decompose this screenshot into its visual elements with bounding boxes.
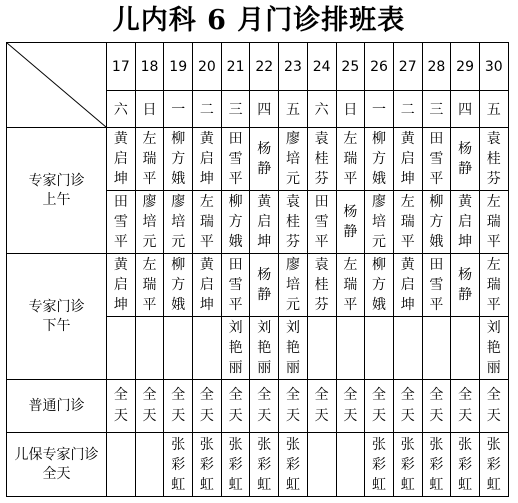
day-number-cell: 28 xyxy=(422,43,451,91)
day-number-cell: 22 xyxy=(250,43,279,91)
doctor-cell-text: 柳方娥 xyxy=(171,257,186,313)
general-shift-cell-text: 全天 xyxy=(314,387,329,424)
day-number-cell: 18 xyxy=(135,43,164,91)
weekday-cell: 四 xyxy=(451,91,480,128)
doctor-cell xyxy=(307,254,336,317)
header-corner-cell xyxy=(7,43,107,128)
doctor-cell-text: 黄启坤 xyxy=(199,257,214,313)
doctor-cell xyxy=(479,254,508,317)
doctor-cell xyxy=(221,191,250,254)
doctor-cell xyxy=(250,128,279,191)
doctor-cell xyxy=(365,433,394,497)
doctor-cell xyxy=(365,254,394,317)
doctor-cell-text: 田雪平 xyxy=(228,257,243,313)
doctor-cell xyxy=(193,317,222,380)
doctor-cell xyxy=(422,191,451,254)
doctor-cell xyxy=(135,128,164,191)
doctor-cell-text: 黄启坤 xyxy=(257,194,272,250)
general-shift-cell xyxy=(393,380,422,433)
doctor-cell xyxy=(164,317,193,380)
general-shift-cell-text: 全天 xyxy=(486,387,501,424)
doctor-cell-text: 张彩虹 xyxy=(285,436,300,493)
doctor-cell-text: 袁桂芬 xyxy=(285,194,300,250)
general-shift-cell-text: 全天 xyxy=(228,387,243,424)
doctor-cell-text: 廖培元 xyxy=(285,257,300,313)
doctor-cell xyxy=(193,254,222,317)
doctor-cell xyxy=(221,254,250,317)
doctor-cell xyxy=(479,317,508,380)
general-shift-cell xyxy=(164,380,193,433)
general-shift-cell-text: 全天 xyxy=(257,387,272,424)
weekday-cell: 三 xyxy=(422,91,451,128)
general-shift-cell xyxy=(479,380,508,433)
weekday-cell: 一 xyxy=(365,91,394,128)
doctor-cell-text: 袁桂芬 xyxy=(314,131,329,187)
doctor-cell-text: 张彩虹 xyxy=(171,436,186,493)
doctor-cell-text: 田雪平 xyxy=(314,194,329,250)
general-shift-cell-text: 全天 xyxy=(372,387,387,424)
doctor-cell-text: 杨静 xyxy=(257,267,272,303)
doctor-cell xyxy=(451,191,480,254)
general-shift-cell-text: 全天 xyxy=(142,387,157,424)
doctor-cell-text: 杨静 xyxy=(458,141,473,177)
day-number-cell: 26 xyxy=(365,43,394,91)
general-shift-cell-text: 全天 xyxy=(343,387,358,424)
doctor-cell xyxy=(393,254,422,317)
doctor-cell xyxy=(107,128,136,191)
doctor-cell xyxy=(279,254,308,317)
doctor-cell-text: 田雪平 xyxy=(429,131,444,187)
doctor-cell xyxy=(250,433,279,497)
doctor-cell-text: 左瑞平 xyxy=(343,131,358,187)
general-shift-cell xyxy=(193,380,222,433)
day-number-cell: 19 xyxy=(164,43,193,91)
general-shift-cell xyxy=(422,380,451,433)
doctor-cell-text: 张彩虹 xyxy=(429,436,444,493)
doctor-cell xyxy=(393,433,422,497)
doctor-cell-text: 杨静 xyxy=(343,204,358,240)
weekday-cell: 五 xyxy=(279,91,308,128)
general-shift-cell-text: 全天 xyxy=(400,387,415,424)
doctor-cell xyxy=(307,317,336,380)
doctor-cell-text: 张彩虹 xyxy=(458,436,473,493)
section-label-line: 儿保专家门诊 xyxy=(14,446,99,463)
general-row xyxy=(7,380,509,433)
day-number-cell: 21 xyxy=(221,43,250,91)
general-shift-cell xyxy=(135,380,164,433)
doctor-cell-text: 刘艳丽 xyxy=(285,320,300,376)
doctor-cell xyxy=(365,317,394,380)
doctor-cell xyxy=(393,317,422,380)
doctor-cell-text: 张彩虹 xyxy=(372,436,387,493)
weekday-cell: 六 xyxy=(307,91,336,128)
doctor-cell xyxy=(221,128,250,191)
doctor-cell-text: 张彩虹 xyxy=(228,436,243,493)
doctor-cell xyxy=(336,317,365,380)
doctor-cell-text: 刘艳丽 xyxy=(486,320,501,376)
doctor-cell xyxy=(365,128,394,191)
doctor-cell-text: 刘艳丽 xyxy=(257,320,272,376)
doctor-cell xyxy=(422,128,451,191)
doctor-cell xyxy=(479,128,508,191)
doctor-cell xyxy=(250,254,279,317)
doctor-cell xyxy=(193,433,222,497)
general-shift-cell-text: 全天 xyxy=(199,387,214,424)
doctor-cell xyxy=(479,191,508,254)
section-label-line: 专家门诊 xyxy=(28,298,85,315)
weekday-cell: 日 xyxy=(135,91,164,128)
doctor-cell-text: 左瑞平 xyxy=(142,257,157,313)
general-shift-cell xyxy=(250,380,279,433)
day-number-cell: 27 xyxy=(393,43,422,91)
doctor-cell xyxy=(279,128,308,191)
general-shift-cell-text: 全天 xyxy=(113,387,128,424)
day-number-cell: 29 xyxy=(451,43,480,91)
doctor-cell-text: 柳方娥 xyxy=(171,131,186,187)
doctor-cell xyxy=(107,433,136,497)
weekday-cell: 四 xyxy=(250,91,279,128)
general-shift-cell xyxy=(221,380,250,433)
doctor-cell-text: 左瑞平 xyxy=(142,131,157,187)
doctor-cell xyxy=(164,128,193,191)
doctor-cell xyxy=(336,433,365,497)
general-shift-cell-text: 全天 xyxy=(171,387,186,424)
doctor-cell xyxy=(336,191,365,254)
expert-pm-row-1 xyxy=(7,254,509,317)
general-shift-cell xyxy=(451,380,480,433)
doctor-cell xyxy=(279,433,308,497)
section-label-expert-am xyxy=(7,128,107,254)
general-shift-cell xyxy=(336,380,365,433)
doctor-cell xyxy=(221,433,250,497)
doctor-cell-text: 柳方娥 xyxy=(372,131,387,187)
doctor-cell xyxy=(422,317,451,380)
doctor-cell xyxy=(193,191,222,254)
doctor-cell xyxy=(336,128,365,191)
doctor-cell-text: 张彩虹 xyxy=(199,436,214,493)
doctor-cell-text: 张彩虹 xyxy=(257,436,272,493)
weekday-cell: 二 xyxy=(193,91,222,128)
doctor-cell-text: 左瑞平 xyxy=(400,194,415,250)
doctor-cell-text: 廖培元 xyxy=(142,194,157,250)
doctor-cell xyxy=(451,433,480,497)
doctor-cell-text: 廖培元 xyxy=(372,194,387,250)
weekday-cell: 六 xyxy=(107,91,136,128)
doctor-cell xyxy=(279,317,308,380)
doctor-cell xyxy=(365,191,394,254)
doctor-cell xyxy=(135,191,164,254)
doctor-cell xyxy=(451,254,480,317)
child-expert-row xyxy=(7,433,509,497)
doctor-cell-text: 左瑞平 xyxy=(343,257,358,313)
doctor-cell-text: 田雪平 xyxy=(113,194,128,250)
section-label-line: 专家门诊 xyxy=(28,172,85,189)
general-shift-cell xyxy=(279,380,308,433)
doctor-cell-text: 杨静 xyxy=(458,267,473,303)
doctor-cell-text: 柳方娥 xyxy=(372,257,387,313)
doctor-cell xyxy=(307,433,336,497)
doctor-cell-text: 黄启坤 xyxy=(113,131,128,187)
section-label-expert-pm xyxy=(7,254,107,380)
expert-am-row-1 xyxy=(7,128,509,191)
diagonal-line xyxy=(7,43,106,127)
day-number-cell: 24 xyxy=(307,43,336,91)
doctor-cell-text: 袁桂芬 xyxy=(314,257,329,313)
day-number-cell: 23 xyxy=(279,43,308,91)
page-title: 儿内科 6 月门诊排班表 xyxy=(112,5,406,36)
doctor-cell-text: 黄启坤 xyxy=(113,257,128,313)
general-shift-cell-text: 全天 xyxy=(429,387,444,424)
doctor-cell-text: 廖培元 xyxy=(285,131,300,187)
doctor-cell-text: 杨静 xyxy=(257,141,272,177)
doctor-cell xyxy=(135,254,164,317)
doctor-cell xyxy=(193,128,222,191)
general-shift-cell xyxy=(365,380,394,433)
doctor-cell xyxy=(250,191,279,254)
section-label-line: 上午 xyxy=(42,191,71,208)
doctor-cell xyxy=(479,433,508,497)
doctor-cell xyxy=(451,317,480,380)
schedule-table xyxy=(6,42,509,497)
doctor-cell-text: 田雪平 xyxy=(228,131,243,187)
doctor-cell xyxy=(135,317,164,380)
doctor-cell xyxy=(451,128,480,191)
doctor-cell xyxy=(221,317,250,380)
doctor-cell-text: 田雪平 xyxy=(429,257,444,313)
doctor-cell xyxy=(164,191,193,254)
doctor-cell-text: 袁桂芬 xyxy=(486,131,501,187)
doctor-cell-text: 左瑞平 xyxy=(486,257,501,313)
doctor-cell xyxy=(107,191,136,254)
doctor-cell-text: 柳方娥 xyxy=(429,194,444,250)
general-shift-cell-text: 全天 xyxy=(285,387,300,424)
day-number-cell: 30 xyxy=(479,43,508,91)
doctor-cell-text: 廖培元 xyxy=(171,194,186,250)
day-number-cell: 25 xyxy=(336,43,365,91)
day-number-cell: 17 xyxy=(107,43,136,91)
doctor-cell-text: 刘艳丽 xyxy=(228,320,243,376)
day-number-row xyxy=(7,43,509,91)
doctor-cell-text: 黄启坤 xyxy=(400,257,415,313)
doctor-cell-text: 黄启坤 xyxy=(400,131,415,187)
section-label-child-expert xyxy=(7,433,107,497)
doctor-cell xyxy=(307,128,336,191)
section-label-general: 普通门诊 xyxy=(7,380,107,433)
doctor-cell-text: 张彩虹 xyxy=(486,436,501,493)
doctor-cell xyxy=(393,191,422,254)
doctor-cell-text: 柳方娥 xyxy=(228,194,243,250)
weekday-cell: 三 xyxy=(221,91,250,128)
doctor-cell xyxy=(250,317,279,380)
doctor-cell-text: 黄启坤 xyxy=(458,194,473,250)
doctor-cell xyxy=(422,433,451,497)
general-shift-cell xyxy=(107,380,136,433)
doctor-cell xyxy=(307,191,336,254)
general-shift-cell xyxy=(307,380,336,433)
doctor-cell xyxy=(164,433,193,497)
section-label-line: 下午 xyxy=(42,317,71,334)
doctor-cell-text: 左瑞平 xyxy=(486,194,501,250)
section-label-line: 全天 xyxy=(42,465,71,482)
doctor-cell-text: 张彩虹 xyxy=(400,436,415,493)
doctor-cell-text: 左瑞平 xyxy=(199,194,214,250)
doctor-cell xyxy=(336,254,365,317)
doctor-cell xyxy=(393,128,422,191)
doctor-cell xyxy=(107,317,136,380)
weekday-cell: 二 xyxy=(393,91,422,128)
weekday-cell: 日 xyxy=(336,91,365,128)
doctor-cell-text: 黄启坤 xyxy=(199,131,214,187)
doctor-cell xyxy=(279,191,308,254)
weekday-cell: 一 xyxy=(164,91,193,128)
general-shift-cell-text: 全天 xyxy=(458,387,473,424)
weekday-cell: 五 xyxy=(479,91,508,128)
day-number-cell: 20 xyxy=(193,43,222,91)
doctor-cell xyxy=(422,254,451,317)
doctor-cell xyxy=(107,254,136,317)
doctor-cell xyxy=(135,433,164,497)
doctor-cell xyxy=(164,254,193,317)
